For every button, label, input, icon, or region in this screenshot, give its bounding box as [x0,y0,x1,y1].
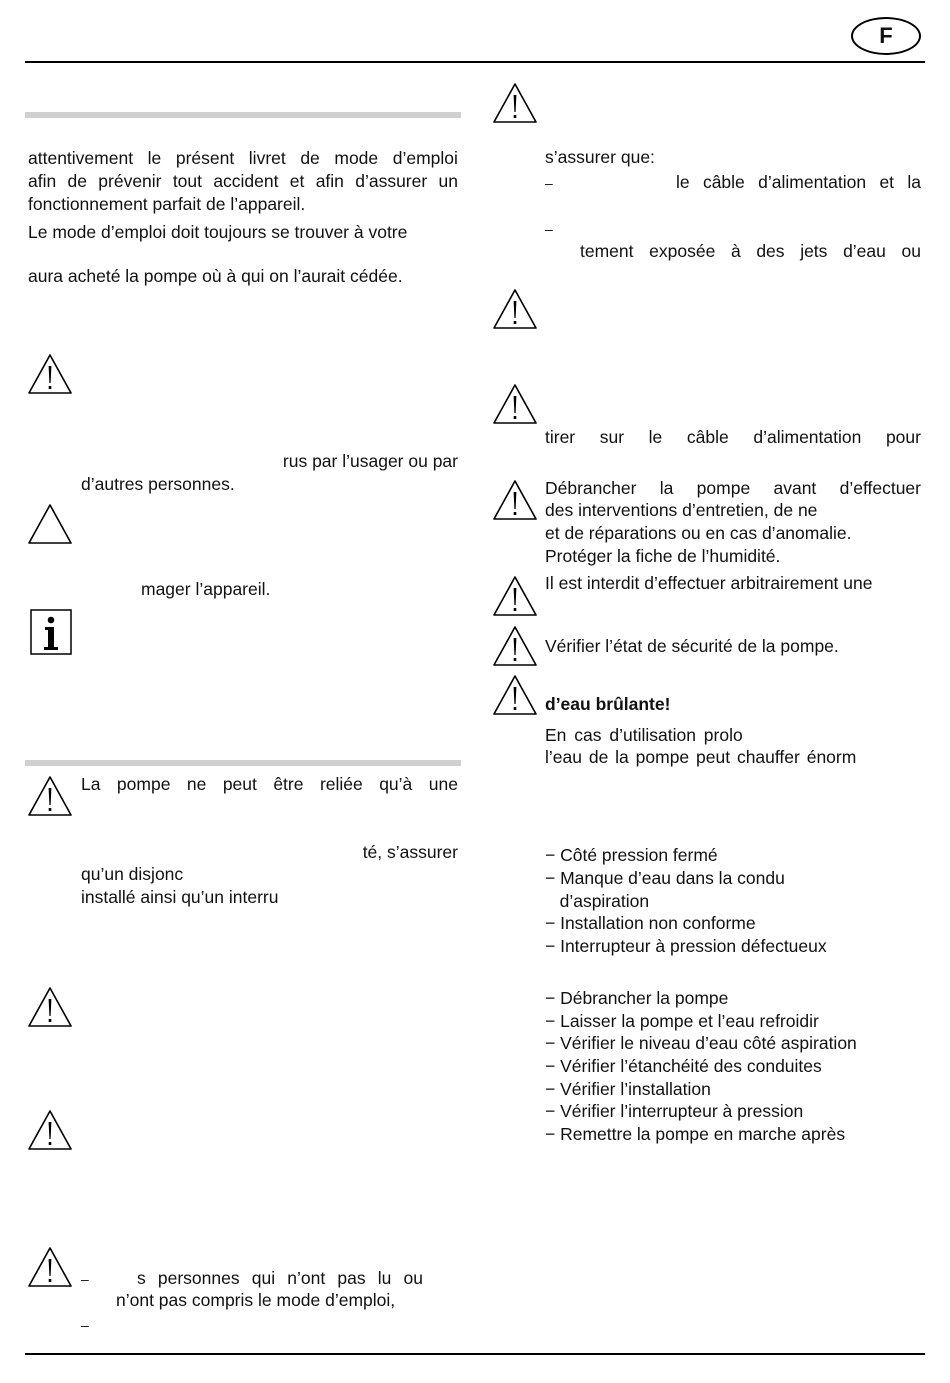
warning-icon [492,575,538,617]
intro-line-2: afin de prévenir tout accident et afin d’assurer un [28,171,458,191]
interdit-text: Il est interdit d’effectuer arbitrairement une [545,573,873,593]
assure-text: s’assurer que: [545,147,655,167]
securite-text: Vérifier l’état de sécurité de la pompe. [545,636,839,656]
cause-item: − Manque d’eau dans la condu [545,868,785,888]
warning-icon [27,1109,73,1151]
electrical-text-4: installé ainsi qu’un interru [81,887,279,907]
bullet-dash: – [545,175,553,191]
warning-text-3: mager l’appareil. [141,579,271,599]
cause-item: d’aspiration [545,891,650,911]
warning-icon [27,775,73,817]
debrancher-line-2: des interventions d’entretien, de ne [545,500,818,520]
warning-icon [27,1246,73,1288]
warning-icon [492,674,538,716]
jets-text: tement exposée à des jets d’eau ou [580,241,921,261]
persons-text-2: n’ont pas compris le mode d’emploi, [116,1290,396,1310]
section-divider [25,760,461,766]
bullet-dash: – [81,1271,89,1287]
electrical-text-1: La pompe ne peut être reliée qu’à une [81,774,458,794]
remedy-item: − Laisser la pompe et l’eau refroidir [545,1011,819,1031]
cause-item: − Interrupteur à pression défectueux [545,936,827,956]
remedy-item: − Vérifier l’installation [545,1079,711,1099]
intro-line-4: Le mode d’emploi doit toujours se trouver à votre [28,222,408,242]
footer-rule [25,1353,925,1355]
warning-icon [492,383,538,425]
warning-icon [492,82,538,124]
bullet-dash: – [81,1317,89,1333]
cause-item: − Installation non conforme [545,913,756,933]
electrical-text-3: qu’un disjonc [81,864,184,884]
remedy-item: − Débrancher la pompe [545,988,729,1008]
cause-item: − Côté pression fermé [545,845,718,865]
brulante-title: d’eau brûlante! [545,694,671,714]
bullet-dash: – [545,221,553,237]
prolo-text: En cas d’utilisation prolo [545,725,743,745]
cable-text: le câble d’alimentation et la [676,172,921,192]
debrancher-line-3: et de réparations ou en cas d’anomalie. [545,523,852,543]
remedy-item: − Vérifier l’étanchéité des conduites [545,1056,822,1076]
warning-text-1: rus par l’usager ou par [282,451,458,471]
warning-text-2: d’autres personnes. [81,474,235,494]
warning-icon [492,479,538,521]
chauffer-text: l’eau de la pompe peut chauffer énorm [545,747,857,767]
warning-icon [492,625,538,667]
intro-line-3: fonctionnement parfait de l’appareil. [28,194,306,214]
intro-line-5: aura acheté la pompe où à qui on l’aurait cédée. [28,266,403,286]
persons-text-1: s personnes qui n’ont pas lu ou [137,1268,423,1288]
warning-icon [27,986,73,1028]
remedy-item: − Remettre la pompe en marche après [545,1124,846,1144]
remedy-item: − Vérifier le niveau d’eau côté aspiration [545,1033,857,1053]
remedy-item: − Vérifier l’interrupteur à pression [545,1101,804,1121]
debrancher-line-4: Protéger la fiche de l’humidité. [545,546,781,566]
debrancher-line-1: Débrancher la pompe avant d’effectuer [545,478,921,498]
tirer-text: tirer sur le câble d’alimentation pour [545,427,921,447]
electrical-text-2: té, s’assurer [362,842,458,862]
warning-icon [492,288,538,330]
section-divider [25,112,461,118]
language-badge [851,17,921,55]
intro-line-1: attentivement le présent livret de mode d’emploi [28,148,458,168]
warning-icon [27,503,73,545]
language-badge-label: F [879,23,893,48]
info-icon [30,609,72,655]
warning-icon [27,353,73,395]
header-rule [25,61,925,63]
